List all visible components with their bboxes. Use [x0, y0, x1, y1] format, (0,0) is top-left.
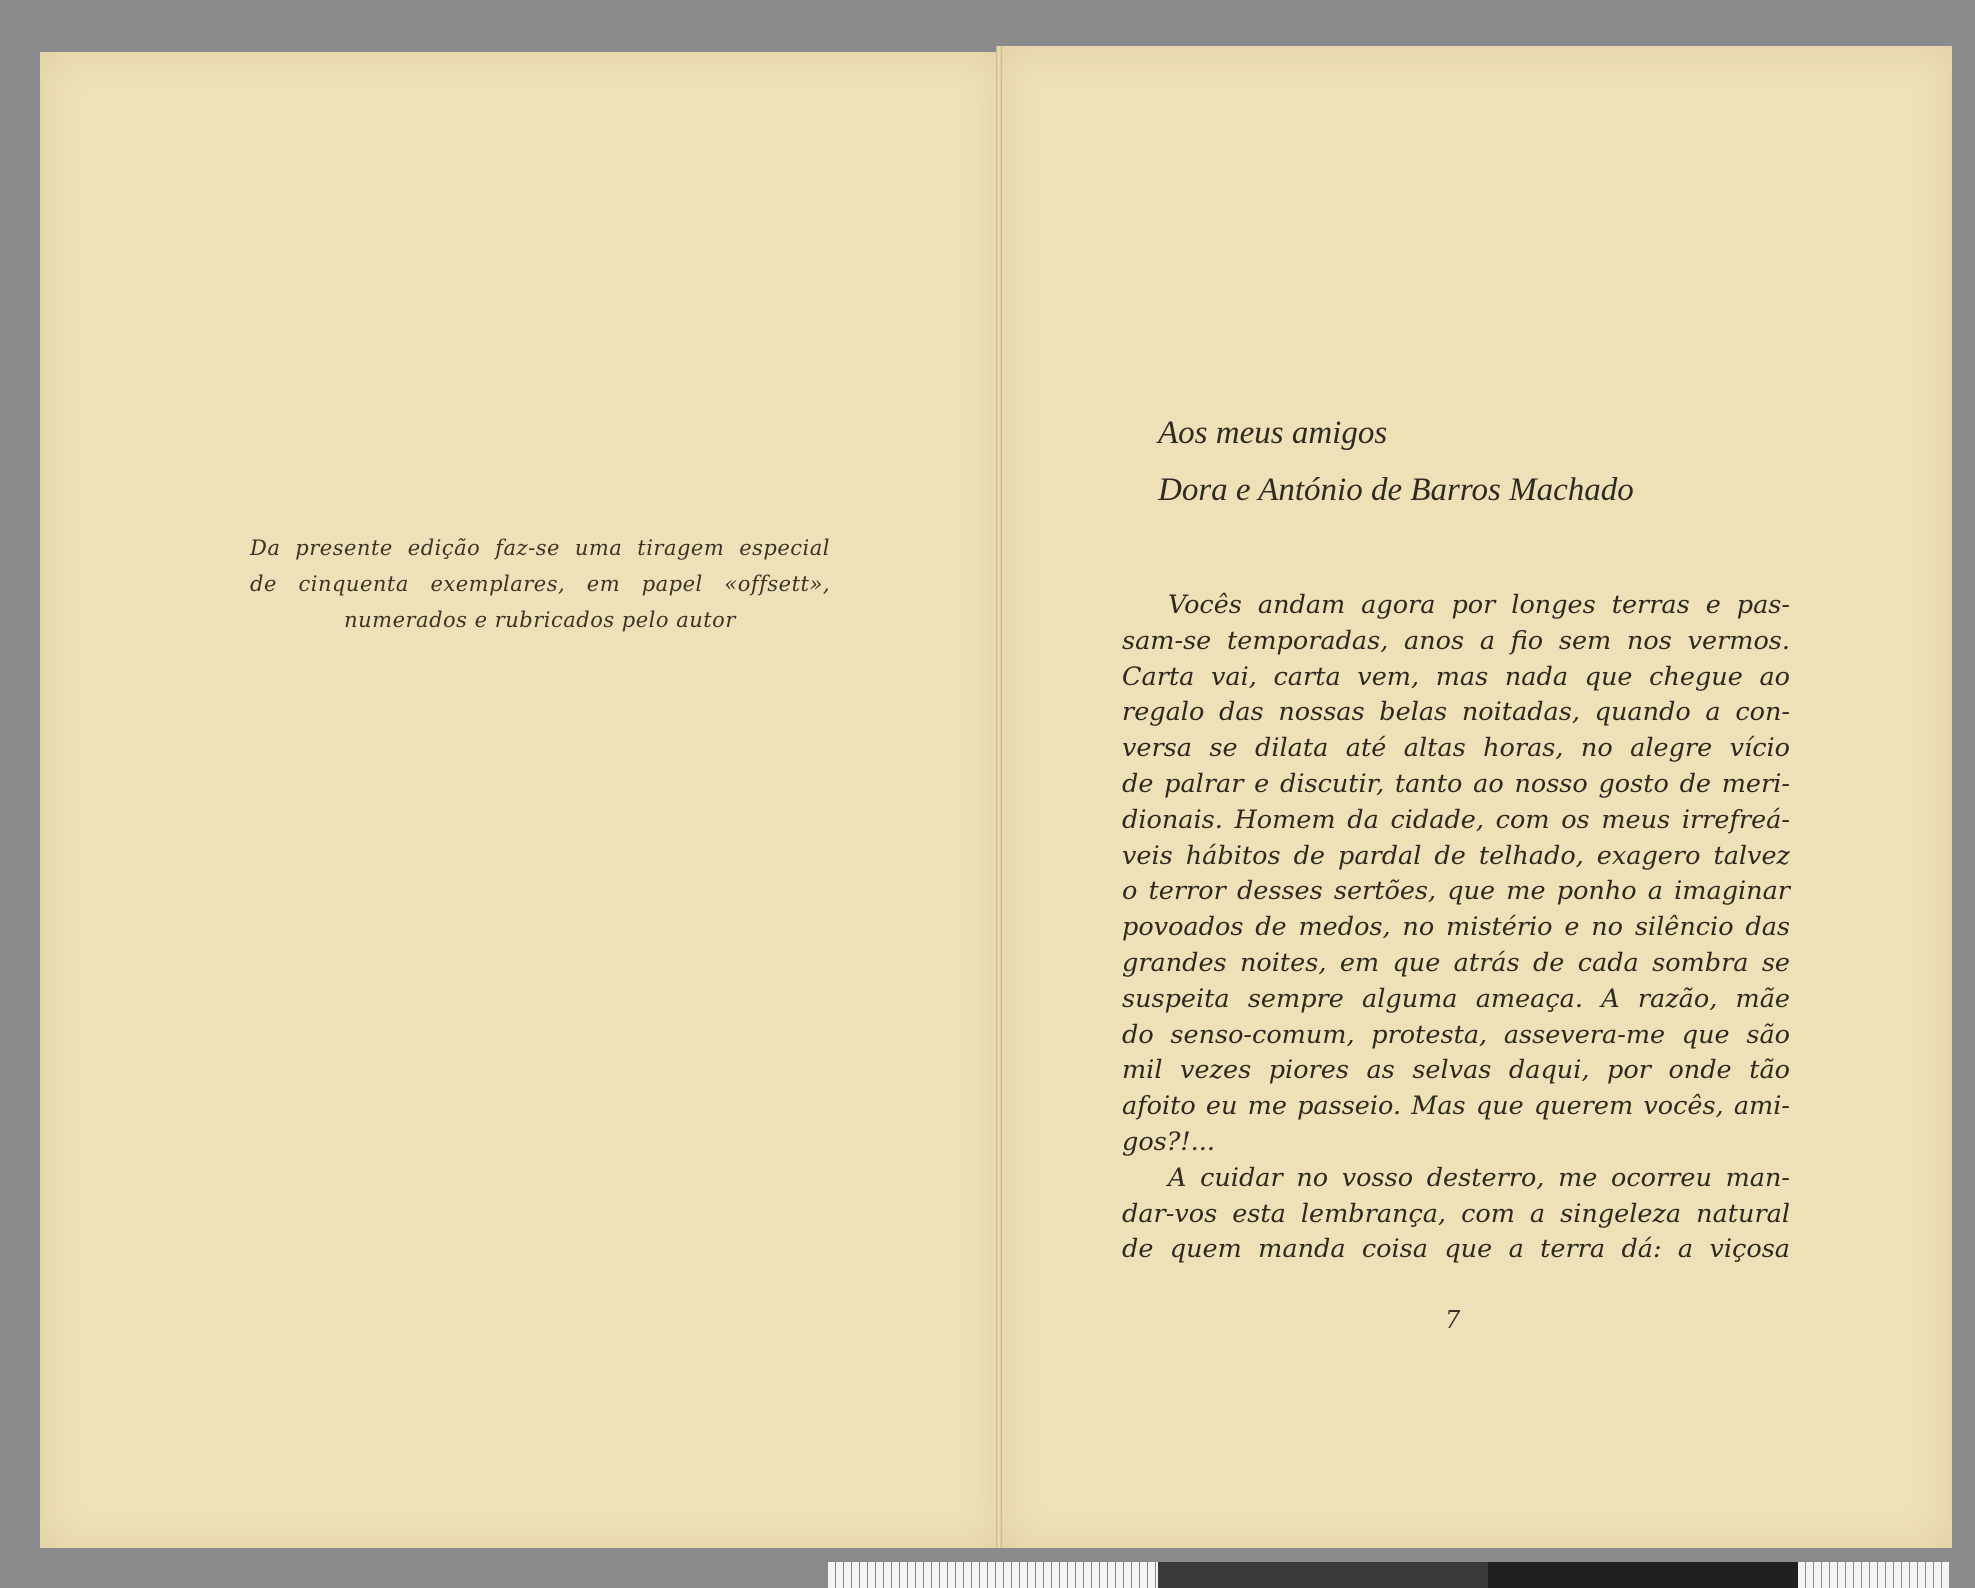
edition-note-line: numerados e rubricados pelo autor — [344, 608, 736, 632]
body-line: povoados de medos, no mistério e no silêncio das — [1122, 912, 1790, 943]
body-line: afoito eu me passeio. Mas que querem vocês, ami- — [1122, 1091, 1790, 1122]
body-line: de quem manda coisa que a terra dá: a viçosa — [1122, 1234, 1790, 1265]
left-page — [40, 52, 1004, 1548]
edition-note-line: de cinquenta exemplares, em papel «offsett», — [250, 572, 830, 596]
page-number: 7 — [1445, 1306, 1461, 1334]
ruler-black-segment — [1488, 1562, 1798, 1588]
body-line: dionais. Homem da cidade, com os meus irrefreá- — [1122, 804, 1790, 835]
book-spine — [996, 46, 1002, 1548]
dedication-line-2: Dora e António de Barros Machado — [1158, 472, 1634, 508]
body-line: mil vezes piores as selvas daqui, por onde tão — [1122, 1055, 1790, 1086]
body-line: o terror desses sertões, que me ponho a imaginar — [1122, 876, 1790, 907]
body-line: de palrar e discutir, tanto ao nosso gosto de meri- — [1122, 768, 1790, 799]
body-line: dar-vos esta lembrança, com a singeleza natural — [1122, 1198, 1790, 1229]
ruler-dark-segment — [1158, 1562, 1488, 1588]
ruler-scale-segment — [828, 1562, 1158, 1588]
body-line: gos?!... — [1122, 1126, 1215, 1157]
edition-note-line: Da presente edição faz-se uma tiragem especial — [250, 536, 830, 560]
edition-note — [250, 530, 830, 638]
body-line: do senso-comum, protesta, assevera-me que são — [1122, 1019, 1790, 1050]
body-line: Vocês andam agora por longes terras e pas- — [1168, 590, 1790, 620]
body-line: veis hábitos de pardal de telhado, exagero talvez — [1122, 840, 1790, 871]
dedication-line-1: Aos meus amigos — [1158, 415, 1388, 451]
body-line: suspeita sempre alguma ameaça. A razão, mãe — [1122, 983, 1790, 1014]
measuring-ruler — [828, 1562, 1950, 1588]
body-line: Carta vai, carta vem, mas nada que chegue ao — [1122, 661, 1790, 692]
body-line: sam-se temporadas, anos a fio sem nos vermos. — [1122, 625, 1790, 656]
ruler-scale-segment — [1798, 1562, 1950, 1588]
body-line: grandes noites, em que atrás de cada sombra se — [1122, 947, 1790, 978]
body-line: regalo das nossas belas noitadas, quando a con- — [1122, 697, 1790, 728]
body-line: A cuidar no vosso desterro, me ocorreu man- — [1168, 1162, 1790, 1193]
body-text — [1122, 588, 1790, 1268]
body-line: versa se dilata até altas horas, no alegre vício — [1122, 733, 1790, 764]
